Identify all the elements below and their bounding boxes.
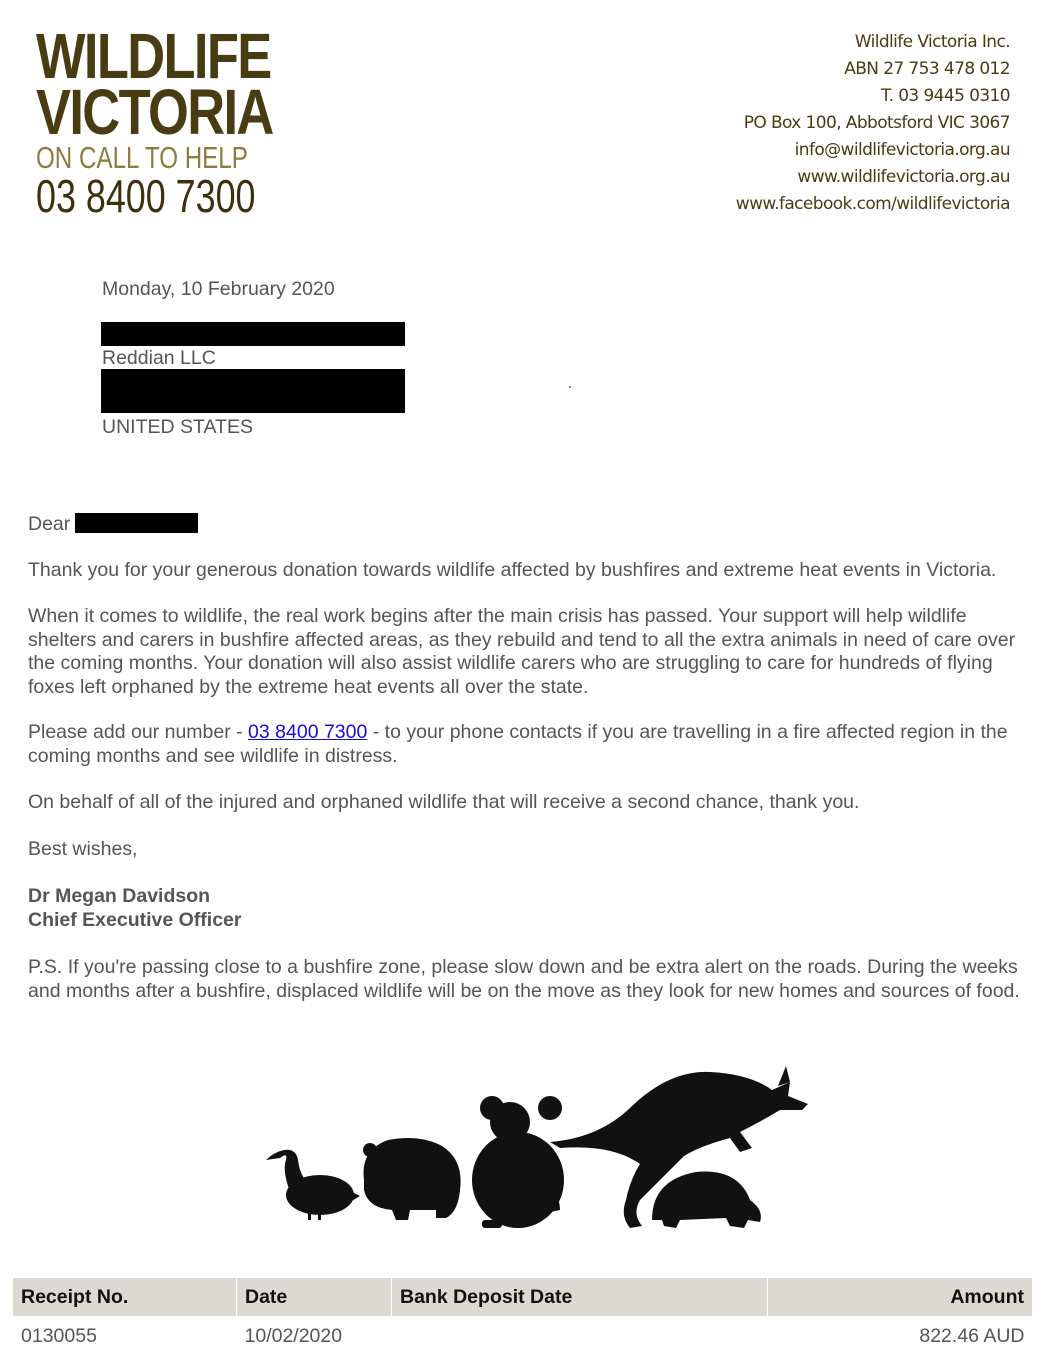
org-postal-address: PO Box 100, Abbotsford VIC 3067 [743, 113, 1010, 133]
salutation: Dear [28, 513, 71, 535]
koala-silhouette [472, 1096, 564, 1228]
paragraph-behalf: On behalf of all of the injured and orphaned wildlife that will receive a second chance, thank you. [28, 791, 860, 813]
duck-silhouette [266, 1150, 360, 1220]
redaction-salutation-name [75, 513, 198, 533]
animal-silhouettes-image [260, 1060, 820, 1230]
signer-title: Chief Executive Officer [28, 909, 242, 931]
org-telephone: T. 03 9445 0310 [880, 86, 1010, 106]
phone-contact-text-before: Please add our number - [28, 721, 249, 743]
recipient-company: Reddian LLC [102, 347, 216, 369]
logo-line-wildlife: WILDLIFE [36, 20, 271, 92]
wildlife-victoria-logo [36, 20, 273, 222]
receipt-amount: 822.46 AUD [919, 1324, 1025, 1347]
postscript: P.S. If you're passing close to a bushfire zone, please slow down and be extra alert on the roads. During the weeks and months after a bushfire, displaced wildlife will be on the move as they look for new homes and sources of food. [28, 956, 1020, 1002]
paragraph-thank-you: Thank you for your generous donation towards wildlife affected by bushfires and extreme heat events in Victoria. [28, 559, 997, 581]
logo-phone: 03 8400 7300 [36, 170, 256, 222]
org-contact-block [736, 29, 1010, 218]
echidna-silhouette [652, 1172, 761, 1228]
org-website: www.wildlifevictoria.org.au [797, 167, 1010, 187]
receipt-table [13, 1278, 1033, 1356]
paragraph-phone-contact [28, 721, 1028, 768]
org-facebook: www.facebook.com/wildlifevictoria [735, 194, 1010, 214]
redaction-recipient-address [101, 369, 405, 413]
receipt-header-row [13, 1278, 1033, 1316]
receipt-bank-deposit-date [392, 1316, 768, 1356]
logo-line-victoria: VICTORIA [36, 76, 273, 148]
phone-contact-text-after: - to your phone contacts if you are travelling in a fire affected region in the coming months and see wildlife in distress. [28, 721, 1008, 767]
receipt-number: 0130055 [21, 1324, 97, 1347]
org-name: Wildlife Victoria Inc. [854, 32, 1010, 52]
signer-name: Dr Megan Davidson [28, 885, 211, 907]
receipt-date: 10/02/2020 [244, 1324, 343, 1347]
logo-tagline: ON CALL TO HELP [36, 140, 248, 175]
letter-date: Monday, 10 February 2020 [102, 278, 335, 300]
receipt-header-date: Date [237, 1278, 392, 1316]
wombat-silhouette [363, 1138, 461, 1220]
phone-number-link[interactable]: 03 8400 7300 [248, 721, 368, 743]
receipt-header-bank-deposit-date: Bank Deposit Date [392, 1278, 768, 1316]
org-email: info@wildlifevictoria.org.au [794, 140, 1010, 160]
recipient-country: UNITED STATES [102, 416, 253, 438]
receipt-header-amount: Amount [768, 1278, 1033, 1316]
redaction-recipient-name [101, 322, 405, 346]
receipt-header-receipt-no: Receipt No. [13, 1278, 237, 1316]
stray-mark [569, 386, 571, 388]
closing: Best wishes, [28, 838, 138, 860]
org-abn: ABN 27 753 478 012 [844, 59, 1010, 79]
paragraph-support: When it comes to wildlife, the real work begins after the main crisis has passed. Your support will help wildlife shelters and carers in bushfire affected areas, as they rebuild and tend to all the extra animals in need of care over the coming months. Your donation will also assist wildlife carers who are struggling to care for hundreds of flying foxes left orphaned by the extreme heat events all over the state. [28, 605, 1016, 698]
table-row [13, 1316, 1033, 1356]
